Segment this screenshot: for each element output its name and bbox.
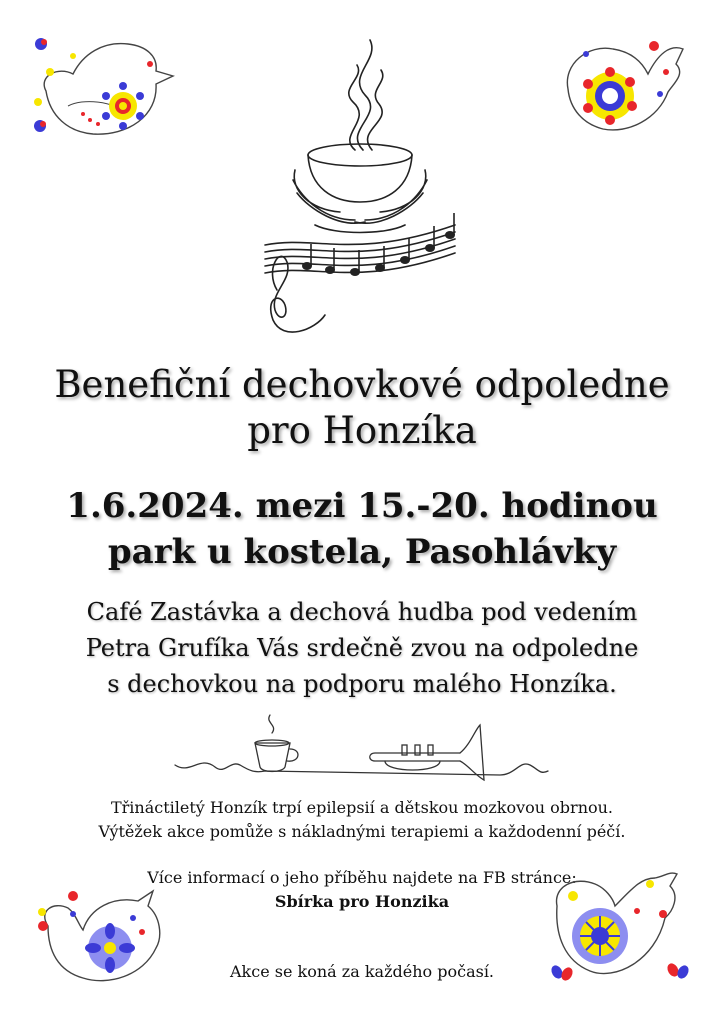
event-title — [0, 362, 724, 454]
folk-bird-icon — [28, 36, 178, 146]
invitation-text — [0, 594, 724, 702]
title-line-2: pro Honzíka — [247, 409, 477, 452]
event-location: park u kostela, Pasohlávky — [107, 532, 617, 572]
story-line-1: Třináctiletý Honzík trpí epilepsií a dětskou mozkovou obrnou. — [110, 798, 614, 817]
coffee-trumpet-line-icon — [170, 705, 550, 785]
weather-note: Akce se koná za každého počasí. — [229, 962, 495, 981]
invitation-line-2: Petra Grufíka Vás srdečně zvou na odpoledne — [85, 634, 639, 662]
event-date-time: 1.6.2024. mezi 15.-20. hodinou — [66, 486, 658, 526]
fb-page-name: Sbírka pro Honzika — [274, 892, 450, 911]
coffee-cup-hands-music-icon — [255, 30, 465, 345]
folk-bird-icon — [558, 34, 698, 144]
invitation-line-3: s dechovkou na podporu malého Honzíka. — [107, 670, 617, 698]
event-details — [0, 483, 724, 575]
story-line-2: Výtěžek akce pomůže s nákladnými terapiemi a každodenní péčí. — [98, 822, 626, 841]
title-line-1: Benefiční dechovkové odpoledne — [54, 363, 670, 406]
story-text — [0, 796, 724, 844]
info-line: Více informací o jeho příběhu najdete na FB stránce: — [147, 868, 577, 887]
invitation-line-1: Café Zastávka a dechová hudba pod vedením — [86, 598, 638, 626]
